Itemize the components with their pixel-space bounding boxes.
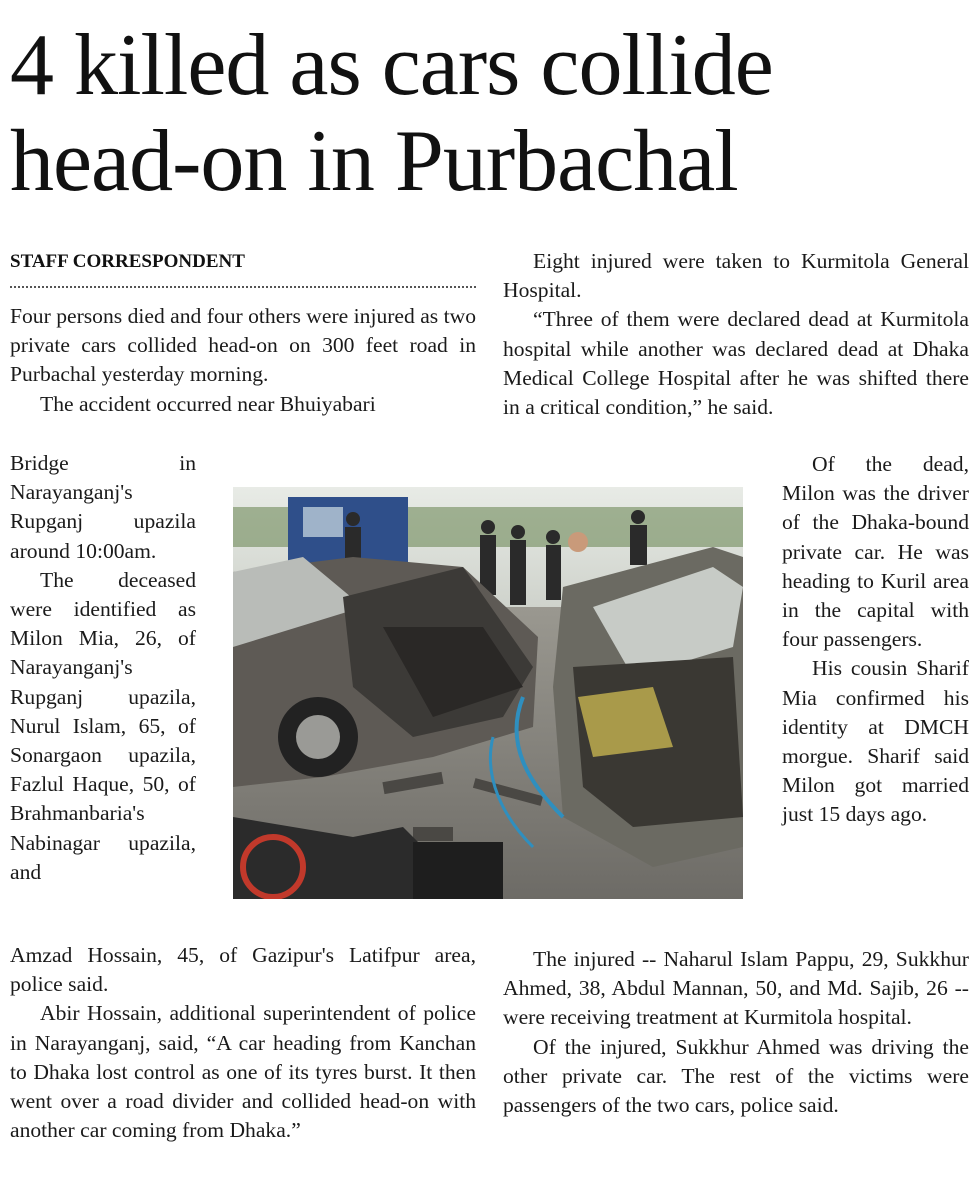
paragraph: His cousin Sharif Mia confirmed his identity at DMCH morgue. Sharif said Milon got married just 15 days ago. xyxy=(782,656,969,827)
crash-photo xyxy=(233,487,743,899)
paragraph: Amzad Hossain, 45, of Gazipur's Latifpur area, police said. xyxy=(10,943,476,997)
paragraph: The injured -- Naharul Islam Pappu, 29, Sukkhur Ahmed, 38, Abdul Mannan, 50, and Md. Sajib, 26 -- were receiving treatment at Kurmitola hospital. xyxy=(503,947,969,1030)
paragraph: Of the dead, Milon was the driver of the Dhaka-bound private car. He was heading to Kuril area in the capital with four passengers. xyxy=(782,452,969,652)
paragraph: Bridge in Narayanganj's Rupganj upazila around 10:00am. xyxy=(10,451,196,563)
left-column-top xyxy=(10,302,476,419)
paragraph: Four persons died and four others were injured as two private cars collided head-on on 300 feet road in Purbachal yesterday morning. xyxy=(10,304,476,387)
right-column-narrow xyxy=(782,450,969,830)
headline-line-1: 4 killed as cars collide xyxy=(10,17,773,114)
paragraph: Eight injured were taken to Kurmitola General Hospital. xyxy=(503,249,969,303)
left-column-bottom xyxy=(10,941,476,1145)
byline: STAFF CORRESPONDENT xyxy=(10,250,476,288)
paragraph: The deceased were identified as Milon Mia, 26, of Narayanganj's Rupganj upazila, Nurul Islam, 65, of Sonargaon upazila, Fazlul Haque, 50, of Brahmanbaria's Nabinagar upazila, and xyxy=(10,567,196,884)
paragraph: Abir Hossain, additional superintendent of police in Narayanganj, said, “A car heading from Kanchan to Dhaka lost control as one of its tyres burst. It then went over a road divider and collided head-on with another car coming from Dhaka.” xyxy=(10,1001,476,1143)
paragraph: “Three of them were declared dead at Kurmitola hospital while another was declared dead at Dhaka Medical College Hospital after he was shifted there in a critical condition,” he said. xyxy=(503,307,969,420)
headline-line-2: head-on in Purbachal xyxy=(10,113,738,210)
left-column-narrow xyxy=(10,449,196,887)
headline xyxy=(10,18,970,210)
paragraph: The accident occurred near Bhuiyabari xyxy=(40,391,376,416)
right-column-bottom xyxy=(503,945,969,1120)
crash-photo-icon xyxy=(233,487,743,899)
paragraph: Of the injured, Sukkhur Ahmed was driving the other private car. The rest of the victims were passengers of the two cars, police said. xyxy=(503,1034,969,1118)
right-column-top xyxy=(503,247,969,422)
